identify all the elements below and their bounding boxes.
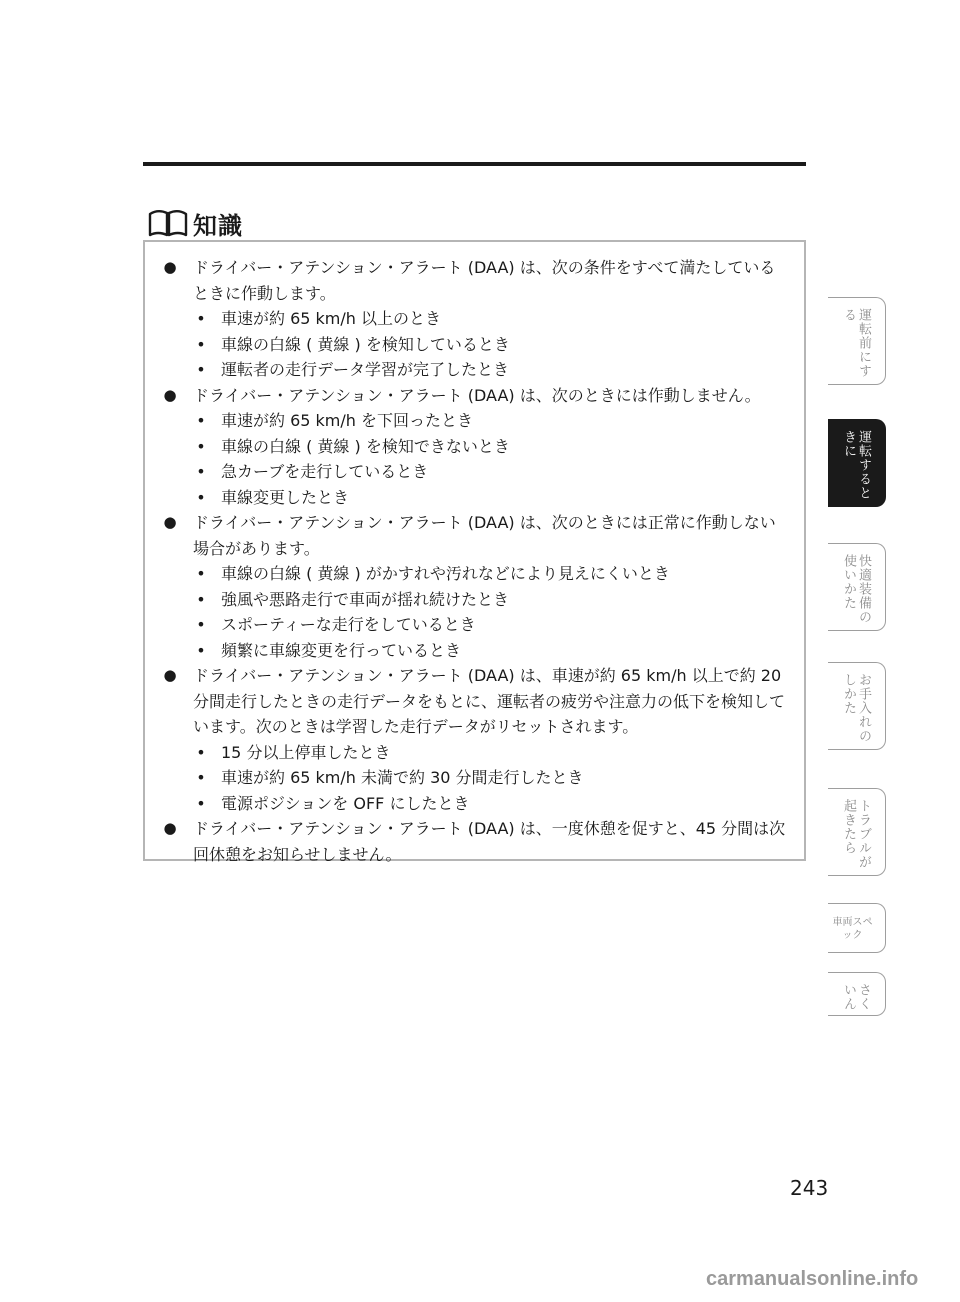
bullet-icon: • xyxy=(196,742,206,762)
chapter-tab[interactable] xyxy=(828,297,886,385)
item-text: ドライバー・アテンション・アラート (DAA) は、次のときには作動しません。 xyxy=(193,385,761,405)
chapter-tab-label: 快適装備の使いかた xyxy=(841,554,871,624)
chapter-tab-label: 車両スペック xyxy=(832,917,873,941)
bullet-icon: • xyxy=(196,309,206,328)
item-text: 車速が約 65 km/h 以上のとき xyxy=(221,309,442,328)
section-header xyxy=(147,205,243,241)
bullet-icon: ● xyxy=(163,819,177,837)
bullet-icon: ● xyxy=(163,513,177,531)
item-text: 車線の白線 ( 黄線 ) を検知しているとき xyxy=(221,334,510,354)
sub-item xyxy=(155,485,788,511)
bullet-icon: ● xyxy=(163,258,177,276)
item-text: ドライバー・アテンション・アラート (DAA) は、一度休憩を促すと、45 分間は次回休憩をお知らせしません。 xyxy=(193,819,786,864)
knowledge-list xyxy=(155,255,788,867)
item-text: 15 分以上停車したとき xyxy=(221,742,391,762)
section-title: 知識 xyxy=(193,211,243,240)
item-text: 強風や悪路走行で車両が揺れ続けたとき xyxy=(221,589,510,609)
open-book-icon xyxy=(147,208,189,238)
bullet-icon: • xyxy=(196,462,206,481)
bullet-icon: • xyxy=(196,640,206,660)
bullet-icon: • xyxy=(196,360,206,379)
chapter-tab-label: さくいん xyxy=(841,983,871,1011)
sub-item xyxy=(155,612,788,638)
knowledge-box xyxy=(143,240,806,864)
item-text: 車線変更したとき xyxy=(221,487,350,507)
chapter-tab[interactable] xyxy=(828,662,886,750)
sub-item xyxy=(155,306,788,332)
chapter-tab[interactable] xyxy=(828,972,886,1016)
sub-item xyxy=(155,459,788,485)
chapter-tab[interactable] xyxy=(828,543,886,631)
item-text: 車線の白線 ( 黄線 ) がかすれや汚れなどにより見えにくいとき xyxy=(221,564,670,583)
item-text: 頻繁に車線変更を行っているとき xyxy=(221,640,462,660)
bullet-icon: • xyxy=(196,487,206,507)
main-item xyxy=(155,510,788,561)
chapter-tab-label: 運転するときに xyxy=(841,430,871,500)
main-item xyxy=(155,255,788,306)
bullet-icon: • xyxy=(196,564,206,583)
chapter-tab[interactable] xyxy=(828,788,886,876)
chapter-tab-label: お手入れのしかた xyxy=(841,673,871,743)
chapter-tab-label: 運転前にする xyxy=(841,308,871,378)
page-number: 243 xyxy=(790,1176,829,1200)
bullet-icon: • xyxy=(196,334,206,354)
sub-item xyxy=(155,791,788,817)
sub-item xyxy=(155,740,788,766)
main-item xyxy=(155,383,788,409)
watermark: carmanualsonline.info xyxy=(706,1268,919,1290)
bullet-icon: • xyxy=(196,793,206,813)
sub-item xyxy=(155,357,788,383)
item-text: 車速が約 65 km/h を下回ったとき xyxy=(221,411,474,430)
item-text: ドライバー・アテンション・アラート (DAA) は、車速が約 65 km/h 以上で約 20 分間走行したときの走行データをもとに、運転者の疲労や注意力の低下を検知しています。次のときは学習した走行データがリセットされます。 xyxy=(193,666,786,736)
chapter-tab[interactable] xyxy=(828,419,886,507)
item-text: ドライバー・アテンション・アラート (DAA) は、次のときには正常に作動しない場合があります。 xyxy=(193,513,776,558)
bullet-icon: • xyxy=(196,589,206,609)
sub-item xyxy=(155,332,788,358)
item-text: ドライバー・アテンション・アラート (DAA) は、次の条件をすべて満たしているときに作動します。 xyxy=(193,258,776,303)
item-text: 電源ポジションを OFF にしたとき xyxy=(221,793,470,813)
bullet-icon: • xyxy=(196,615,206,634)
bullet-icon: ● xyxy=(163,666,177,684)
sub-item xyxy=(155,638,788,664)
item-text: 急カーブを走行しているとき xyxy=(221,462,429,481)
bullet-icon: • xyxy=(196,436,206,456)
item-text: 車線の白線 ( 黄線 ) を検知できないとき xyxy=(221,436,510,456)
top-rule xyxy=(143,162,806,166)
item-text: 運転者の走行データ学習が完了したとき xyxy=(221,360,510,379)
item-text: 車速が約 65 km/h 未満で約 30 分間走行したとき xyxy=(221,768,584,787)
sub-item xyxy=(155,765,788,791)
sub-item xyxy=(155,434,788,460)
bullet-icon: ● xyxy=(163,385,177,404)
sub-item xyxy=(155,408,788,434)
sub-item xyxy=(155,561,788,587)
chapter-tab[interactable] xyxy=(828,903,886,953)
chapter-tab-label: トラブルが起きたら xyxy=(841,799,871,869)
sub-item xyxy=(155,587,788,613)
item-text: スポーティーな走行をしているとき xyxy=(221,615,476,634)
main-item xyxy=(155,663,788,740)
main-item xyxy=(155,816,788,867)
bullet-icon: • xyxy=(196,411,206,430)
bullet-icon: • xyxy=(196,768,206,787)
